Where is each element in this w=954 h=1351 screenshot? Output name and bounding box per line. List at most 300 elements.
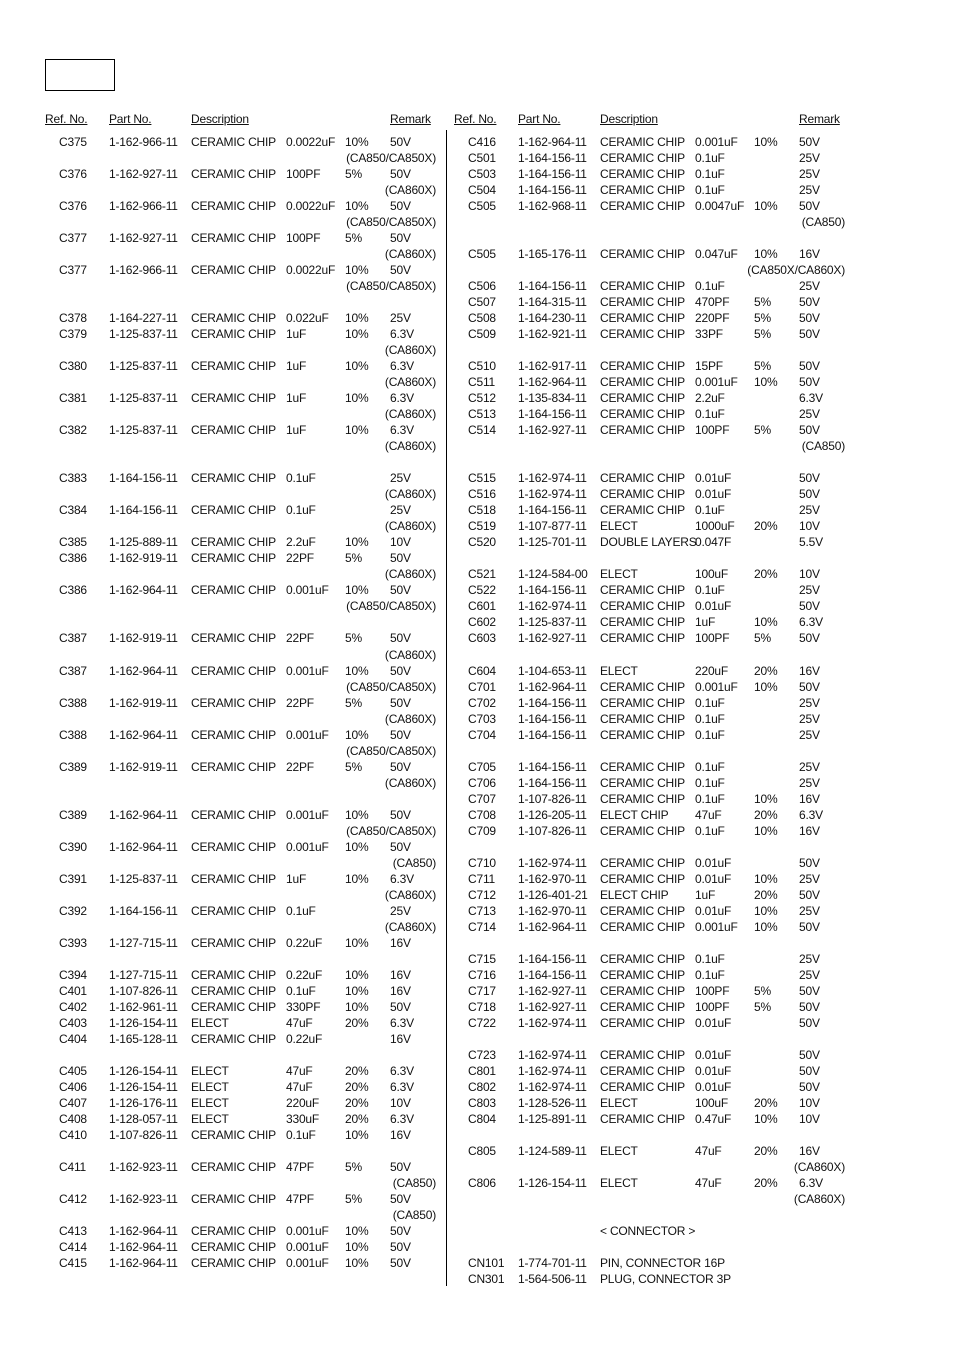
remark-note: (CA850/CA850X) [346, 215, 436, 230]
part-no: 1-162-974-11 [518, 1047, 587, 1062]
header-description: Description [191, 112, 249, 126]
ref-no: C384 [59, 503, 87, 518]
description: CERAMIC CHIP [600, 279, 685, 294]
ref-no: C505 [468, 199, 496, 214]
ref-no: C388 [59, 695, 87, 710]
part-no: 1-162-961-11 [109, 999, 178, 1014]
value: 0.001uF [695, 679, 738, 694]
remark: 16V [390, 1031, 411, 1046]
value: 22PF [286, 631, 314, 646]
ref-no: C406 [59, 1079, 87, 1094]
part-row [0, 823, 954, 839]
part-no: 1-126-154-11 [109, 1079, 178, 1094]
tolerance: 5% [345, 1192, 362, 1207]
ref-no: C501 [468, 151, 496, 166]
remark: 25V [799, 695, 820, 710]
tolerance: 5% [754, 423, 771, 438]
value: 0.1uF [695, 583, 725, 598]
remark: 25V [799, 727, 820, 742]
ref-no: C703 [468, 711, 496, 726]
value: 330PF [286, 999, 321, 1014]
remark-note: (CA860X) [384, 183, 436, 198]
remark-note: (CA850X/CA860X) [747, 263, 845, 278]
ref-no: C389 [59, 807, 87, 822]
part-row [0, 486, 954, 502]
remark: 50V [799, 199, 820, 214]
ref-no: C416 [468, 135, 496, 149]
value: 1000uF [695, 519, 735, 534]
remark-continuation-row [0, 1191, 954, 1207]
header-part-no: Part No. [518, 112, 561, 126]
ref-no: C411 [59, 1160, 86, 1174]
description: CERAMIC CHIP [600, 951, 685, 966]
part-no: 1-164-156-11 [518, 583, 587, 598]
remark: 25V [390, 311, 411, 326]
description: CERAMIC CHIP [600, 631, 685, 646]
tolerance: 5% [345, 1160, 362, 1174]
description: CERAMIC CHIP [191, 503, 276, 518]
ref-no: C377 [59, 231, 87, 246]
part-no: 1-164-156-11 [518, 695, 587, 710]
ref-no: C385 [59, 535, 87, 550]
ref-no: C513 [468, 407, 496, 422]
ref-no: C510 [468, 359, 496, 374]
remark: 25V [799, 711, 820, 726]
part-no: 1-162-927-11 [518, 983, 587, 998]
ref-no: C516 [468, 487, 496, 502]
remark: 10V [390, 535, 411, 550]
blank-line [0, 1127, 954, 1143]
header-part-no: Part No. [109, 112, 152, 126]
tolerance: 5% [754, 327, 771, 342]
description: CERAMIC CHIP [191, 167, 276, 182]
part-row [0, 791, 954, 807]
value: 1uF [286, 423, 307, 438]
tolerance: 10% [754, 1111, 778, 1126]
value: 22PF [286, 551, 314, 566]
part-no: 1-162-970-11 [518, 903, 587, 918]
part-row [0, 278, 954, 294]
tolerance: 10% [345, 935, 369, 950]
value: 0.01uF [695, 471, 732, 486]
tolerance: 10% [345, 583, 369, 598]
ref-no: C514 [468, 423, 496, 438]
tolerance: 10% [345, 199, 369, 214]
ref-no: C712 [468, 887, 496, 902]
tolerance: 5% [754, 359, 771, 374]
ref-no: C386 [59, 551, 87, 566]
tolerance: 10% [754, 135, 778, 149]
ref-no: C512 [468, 391, 496, 406]
ref-no: C387 [59, 631, 87, 646]
value: 1uF [695, 615, 716, 630]
description: CERAMIC CHIP [600, 727, 685, 742]
part-row [0, 999, 954, 1015]
part-no: 1-127-715-11 [109, 967, 178, 982]
remark: 50V [799, 359, 820, 374]
value: 0.1uF [695, 775, 725, 790]
tolerance: 20% [754, 567, 778, 582]
tolerance: 20% [754, 519, 778, 534]
ref-no: C414 [59, 1240, 87, 1255]
description: CERAMIC CHIP [191, 327, 276, 342]
remark: 50V [799, 855, 820, 870]
blank-line [0, 1239, 954, 1255]
value: 0.047uF [695, 247, 738, 262]
part-no: 1-162-923-11 [109, 1192, 178, 1207]
blank-line [0, 230, 954, 246]
remark: 6.3V [390, 1079, 414, 1094]
value: 0.1uF [695, 503, 725, 518]
part-no: 1-164-156-11 [109, 503, 178, 518]
ref-no: C393 [59, 935, 87, 950]
part-no: 1-164-156-11 [518, 407, 587, 422]
part-no: 1-107-826-11 [518, 823, 587, 838]
description: CERAMIC CHIP [191, 311, 276, 326]
value: 0.47uF [695, 1111, 732, 1126]
description: CERAMIC CHIP [600, 1047, 685, 1062]
ref-no: C521 [468, 567, 496, 582]
tolerance: 10% [345, 663, 369, 678]
part-row [0, 198, 954, 214]
value: 47uF [286, 1063, 313, 1078]
part-row [0, 166, 954, 182]
value: 1uF [286, 327, 307, 342]
tolerance: 5% [345, 231, 362, 246]
value: 0.1uF [695, 183, 725, 198]
ref-no: C714 [468, 919, 496, 934]
description: CERAMIC CHIP [600, 295, 685, 310]
tolerance: 10% [754, 199, 778, 214]
remark: 50V [799, 311, 820, 326]
remark: 25V [799, 967, 820, 982]
part-no: 1-162-974-11 [518, 855, 587, 870]
remark-note: (CA860X) [384, 919, 436, 934]
description: CERAMIC CHIP [191, 983, 276, 998]
remark: 50V [390, 839, 411, 854]
description: PLUG, CONNECTOR 3P [600, 1272, 731, 1287]
value: 22PF [286, 759, 314, 774]
description: CERAMIC CHIP [191, 631, 276, 646]
description: CERAMIC CHIP [191, 1127, 276, 1142]
part-row [0, 1063, 954, 1079]
part-row [0, 727, 954, 743]
ref-no: C382 [59, 423, 87, 438]
remark-continuation-row [0, 1159, 954, 1175]
remark: 25V [390, 503, 411, 518]
ref-no: C717 [468, 983, 496, 998]
description: CERAMIC CHIP [600, 151, 685, 166]
description: CERAMIC CHIP [600, 583, 685, 598]
tolerance: 5% [754, 311, 771, 326]
part-no: 1-162-974-11 [518, 1063, 587, 1078]
remark: 50V [390, 999, 411, 1014]
tolerance: 10% [345, 727, 369, 742]
part-row [0, 150, 954, 166]
value: 0.1uF [286, 903, 316, 918]
remark-note: (CA860X) [384, 343, 436, 358]
remark-note: (CA850/CA850X) [346, 823, 436, 838]
remark-note: (CA850) [801, 439, 845, 454]
remark: 50V [799, 1015, 820, 1030]
part-row [0, 614, 954, 630]
ref-no: C412 [59, 1192, 87, 1207]
description: CERAMIC CHIP [600, 983, 685, 998]
ref-no: C381 [59, 391, 87, 406]
value: 0.1uF [695, 151, 725, 166]
remark: 10V [799, 1095, 820, 1110]
tolerance: 10% [345, 983, 369, 998]
ref-no: CN301 [468, 1272, 505, 1287]
remark: 50V [390, 263, 411, 278]
description: CERAMIC CHIP [191, 1192, 276, 1207]
remark: 50V [799, 919, 820, 934]
description: CERAMIC CHIP [191, 263, 276, 278]
remark: 25V [799, 951, 820, 966]
tolerance: 20% [345, 1095, 369, 1110]
value: 0.1uF [695, 967, 725, 982]
ref-no: C407 [59, 1095, 87, 1110]
part-row [0, 358, 954, 374]
part-row [0, 502, 954, 518]
blank-line [0, 550, 954, 566]
remark: 25V [799, 167, 820, 182]
remark: 50V [799, 327, 820, 342]
description: ELECT CHIP [600, 807, 669, 822]
remark-note: (CA860X) [384, 247, 436, 262]
part-no: 1-162-974-11 [518, 599, 587, 614]
part-no: 1-162-917-11 [518, 359, 587, 374]
description: CERAMIC CHIP [600, 407, 685, 422]
remark: 50V [390, 727, 411, 742]
part-row [0, 711, 954, 727]
value: 0.01uF [695, 599, 732, 614]
value: 0.1uF [695, 279, 725, 294]
part-no: 1-125-891-11 [518, 1111, 587, 1126]
value: 0.1uF [695, 407, 725, 422]
part-row [0, 1111, 954, 1127]
value: 1uF [695, 887, 716, 902]
description: CERAMIC CHIP [600, 855, 685, 870]
part-row [0, 695, 954, 711]
value: 47PF [286, 1160, 314, 1174]
part-no: 1-107-826-11 [518, 791, 587, 806]
part-no: 1-162-970-11 [518, 871, 587, 886]
part-no: 1-162-966-11 [109, 263, 178, 278]
part-no: 1-162-974-11 [518, 487, 587, 502]
part-no: 1-162-919-11 [109, 695, 178, 710]
description: ELECT [191, 1063, 229, 1078]
tolerance: 5% [345, 551, 362, 566]
remark: 50V [390, 199, 411, 214]
ref-no: C376 [59, 199, 87, 214]
part-no: 1-164-156-11 [518, 151, 587, 166]
part-no: 1-126-154-11 [109, 1015, 178, 1030]
ref-no: C702 [468, 695, 496, 710]
description: CERAMIC CHIP [191, 1240, 276, 1255]
part-no: 1-125-837-11 [109, 423, 178, 438]
value: 100PF [695, 423, 730, 438]
ref-no: C503 [468, 167, 496, 182]
part-row [0, 1143, 954, 1159]
remark: 25V [799, 151, 820, 166]
ref-no: C705 [468, 759, 496, 774]
tolerance: 10% [754, 823, 778, 838]
remark: 6.3V [799, 807, 823, 822]
description: CERAMIC CHIP [600, 487, 685, 502]
value: 0.1uF [695, 759, 725, 774]
value: 0.001uF [286, 839, 329, 854]
description: CERAMIC CHIP [600, 167, 685, 182]
part-no: 1-162-966-11 [109, 135, 178, 149]
value: 0.047F [695, 535, 732, 550]
part-row [0, 326, 954, 342]
part-no: 1-164-156-11 [518, 775, 587, 790]
ref-no: C504 [468, 183, 496, 198]
remark: 50V [390, 1256, 411, 1271]
ref-no: C376 [59, 167, 87, 182]
value: 100PF [695, 999, 730, 1014]
remark-continuation-row [0, 262, 954, 278]
tolerance: 10% [754, 871, 778, 886]
description: ELECT [191, 1095, 229, 1110]
value: 15PF [695, 359, 723, 374]
value: 0.22uF [286, 1031, 323, 1046]
ref-no: C713 [468, 903, 496, 918]
description: CERAMIC CHIP [191, 231, 276, 246]
part-no: 1-162-921-11 [518, 327, 587, 342]
value: 0.1uF [695, 711, 725, 726]
tolerance: 5% [754, 631, 771, 646]
description: CERAMIC CHIP [191, 1224, 276, 1239]
remark: 6.3V [390, 423, 414, 438]
description: ELECT [600, 1095, 638, 1110]
ref-no: C723 [468, 1047, 496, 1062]
remark-note: (CA860X) [793, 1160, 845, 1174]
part-no: 1-162-919-11 [109, 631, 178, 646]
part-no: 1-162-927-11 [109, 167, 178, 182]
remark: 25V [799, 759, 820, 774]
section-heading-row [0, 1223, 954, 1239]
description: CERAMIC CHIP [191, 839, 276, 854]
remark: 50V [390, 135, 411, 149]
description: CERAMIC CHIP [600, 871, 685, 886]
value: 47uF [695, 807, 722, 822]
tolerance: 5% [345, 759, 362, 774]
header-description: Description [600, 112, 658, 126]
description: CERAMIC CHIP [600, 679, 685, 694]
description: CERAMIC CHIP [191, 967, 276, 982]
remark: 50V [799, 599, 820, 614]
tolerance: 10% [754, 679, 778, 694]
blank-line [0, 935, 954, 951]
part-no: 1-162-966-11 [109, 199, 178, 214]
ref-no: C701 [468, 679, 496, 694]
description: CERAMIC CHIP [191, 759, 276, 774]
part-no: 1-164-156-11 [518, 183, 587, 198]
part-no: 1-162-964-11 [518, 679, 587, 694]
part-no: 1-125-837-11 [518, 615, 587, 630]
remark: 50V [799, 999, 820, 1014]
ref-no: C710 [468, 855, 496, 870]
ref-no: C603 [468, 631, 496, 646]
description: CERAMIC CHIP [600, 247, 685, 262]
remark-note: (CA850/CA850X) [346, 599, 436, 614]
ref-no: C391 [59, 871, 87, 886]
part-row [0, 1079, 954, 1095]
remark: 50V [799, 1047, 820, 1062]
tolerance: 10% [754, 615, 778, 630]
remark: 50V [799, 887, 820, 902]
tolerance: 5% [345, 631, 362, 646]
description: CERAMIC CHIP [191, 471, 276, 486]
part-row [0, 566, 954, 582]
description: CERAMIC CHIP [191, 583, 276, 598]
part-no: 1-165-128-11 [109, 1031, 178, 1046]
part-row [0, 983, 954, 999]
right-parts-column [0, 134, 954, 1287]
remark: 16V [390, 1127, 411, 1142]
value: 0.1uF [695, 695, 725, 710]
value: 0.01uF [695, 855, 732, 870]
part-no: 1-164-315-11 [518, 295, 587, 310]
value: 0.001uF [286, 727, 329, 742]
description: CERAMIC CHIP [191, 391, 276, 406]
tolerance: 5% [754, 999, 771, 1014]
remark: 25V [799, 775, 820, 790]
part-no: 1-162-964-11 [109, 839, 178, 854]
remark-note: (CA860X) [384, 375, 436, 390]
tolerance: 20% [345, 1063, 369, 1078]
part-row [0, 582, 954, 598]
part-no: 1-164-156-11 [518, 711, 587, 726]
remark: 6.3V [390, 871, 414, 886]
part-no: 1-165-176-11 [518, 247, 587, 262]
tolerance: 20% [345, 1015, 369, 1030]
remark-note: (CA850/CA850X) [346, 679, 436, 694]
tolerance: 10% [345, 423, 369, 438]
ref-no: C511 [468, 375, 495, 390]
description: DOUBLE LAYERS [600, 535, 697, 550]
tolerance: 20% [754, 663, 778, 678]
part-no: 1-162-923-11 [109, 1160, 178, 1174]
tolerance: 10% [345, 1127, 369, 1142]
part-no: 1-125-889-11 [109, 535, 178, 550]
remark-note: (CA850/CA850X) [346, 743, 436, 758]
remark: 50V [799, 423, 820, 438]
remark: 6.3V [799, 1176, 823, 1191]
ref-no: C394 [59, 967, 87, 982]
description: CERAMIC CHIP [191, 199, 276, 214]
part-no: 1-164-156-11 [518, 951, 587, 966]
tolerance: 10% [345, 807, 369, 822]
remark: 25V [799, 183, 820, 198]
remark: 50V [390, 663, 411, 678]
section-heading: < CONNECTOR > [600, 1224, 696, 1239]
remark: 50V [799, 679, 820, 694]
part-no: 1-162-964-11 [109, 663, 178, 678]
value: 47PF [286, 1192, 314, 1207]
description: CERAMIC CHIP [600, 327, 685, 342]
ref-no: C375 [59, 135, 87, 149]
remark: 25V [799, 407, 820, 422]
part-no: 1-164-156-11 [518, 167, 587, 182]
remark: 50V [799, 1063, 820, 1078]
ref-no: C804 [468, 1111, 496, 1126]
value: 0.0047uF [695, 199, 745, 214]
part-row [0, 294, 954, 310]
description: CERAMIC CHIP [600, 183, 685, 198]
